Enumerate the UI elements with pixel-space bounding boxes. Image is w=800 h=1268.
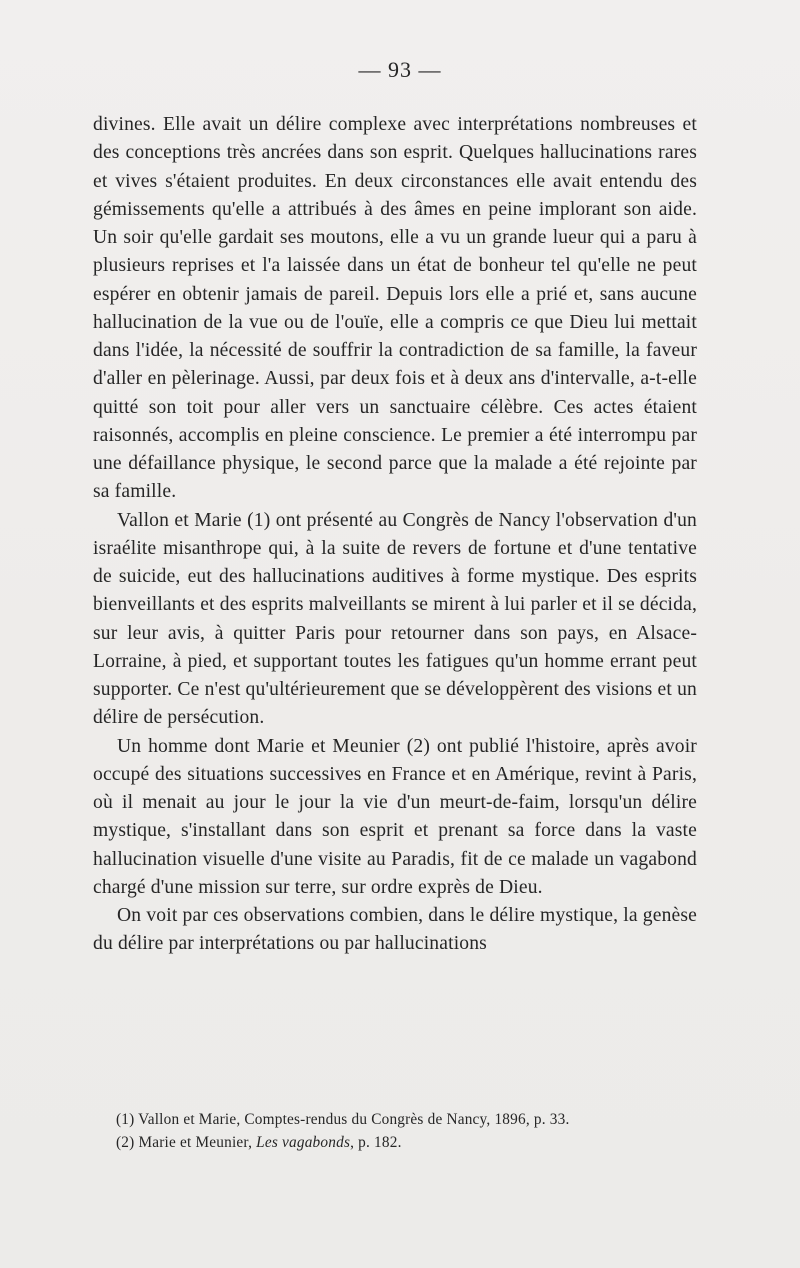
body-text: [93, 111, 697, 959]
footnote-2-title: Les vagabonds: [256, 1134, 351, 1151]
footnote-2: [116, 1131, 700, 1154]
paragraph-continued: divines. Elle avait un délire complexe avec interprétations nombreuses et des conceptions très ancrées dans son esprit. Quelques hallucinations rares et vives s'étaient produites. En deux circonstances elle avait entendu des gémissements qu'elle a attribués à des âmes en peine implorant son aide. Un soir qu'elle gardait ses moutons, elle a vu un grande lueur qui a paru à plusieurs reprises et l'a laissée dans un état de bonheur tel qu'elle ne peut espérer en obtenir jamais de pareil. Depuis lors elle a prié et, sans aucune hallucination de la vue ou de l'ouïe, elle a compris ce que Dieu lui mettait dans l'idée, la nécessité de souffrir la contradiction de sa famille, la faveur d'aller en pèlerinage. Aussi, par deux fois et à deux ans d'intervalle, a-t-elle quitté son toit pour aller vers un sanctuaire célèbre. Ces actes étaient raisonnés, accomplis en pleine conscience. Le premier a été interrompu par une défaillance physique, le second parce que la malade a été rejointe par sa famille.: [93, 114, 697, 503]
page-number: — 93 —: [358, 57, 442, 82]
paragraph-vallon-marie: Vallon et Marie (1) ont présenté au Congrès de Nancy l'observation d'un israélite misanthrope qui, à la suite de revers de fortune et d'une tentative de suicide, eut des hallucinations auditives à forme mystique. Des esprits bienveillants et des esprits malveillants se mirent à lui parler et il se décida, sur leur avis, à quitter Paris pour retourner dans son pays, en Alsace-Lorraine, à pied, et supportant toutes les fatigues qu'un homme errant peut supporter. Ce n'est qu'ultérieurement que se développèrent des visions et un délire de persécution.: [93, 509, 697, 729]
footnote-2-suffix: , p. 182.: [350, 1134, 402, 1151]
paragraph-conclusion: On voit par ces observations combien, dans le délire mystique, la genèse du délire par interprétations ou par hallucinations: [93, 905, 697, 955]
paragraph-marie-meunier: Un homme dont Marie et Meunier (2) ont publié l'histoire, après avoir occupé des situations successives en France et en Amérique, revint à Paris, où il menait au jour le jour la vie d'un meurt-de-faim, lorsqu'un délire mystique, s'installant dans son esprit et prenant sa force dans la vaste hallucination visuelle d'une visite au Paradis, fit de ce malade un vagabond chargé d'une mission sur terre, sur ordre exprès de Dieu.: [93, 735, 697, 898]
footnote-1: (1) Vallon et Marie, Comptes-rendus du Congrès de Nancy, 1896, p. 33.: [116, 1111, 570, 1128]
footnote-2-prefix: (2) Marie et Meunier,: [116, 1134, 257, 1151]
footnotes: [116, 1108, 700, 1154]
